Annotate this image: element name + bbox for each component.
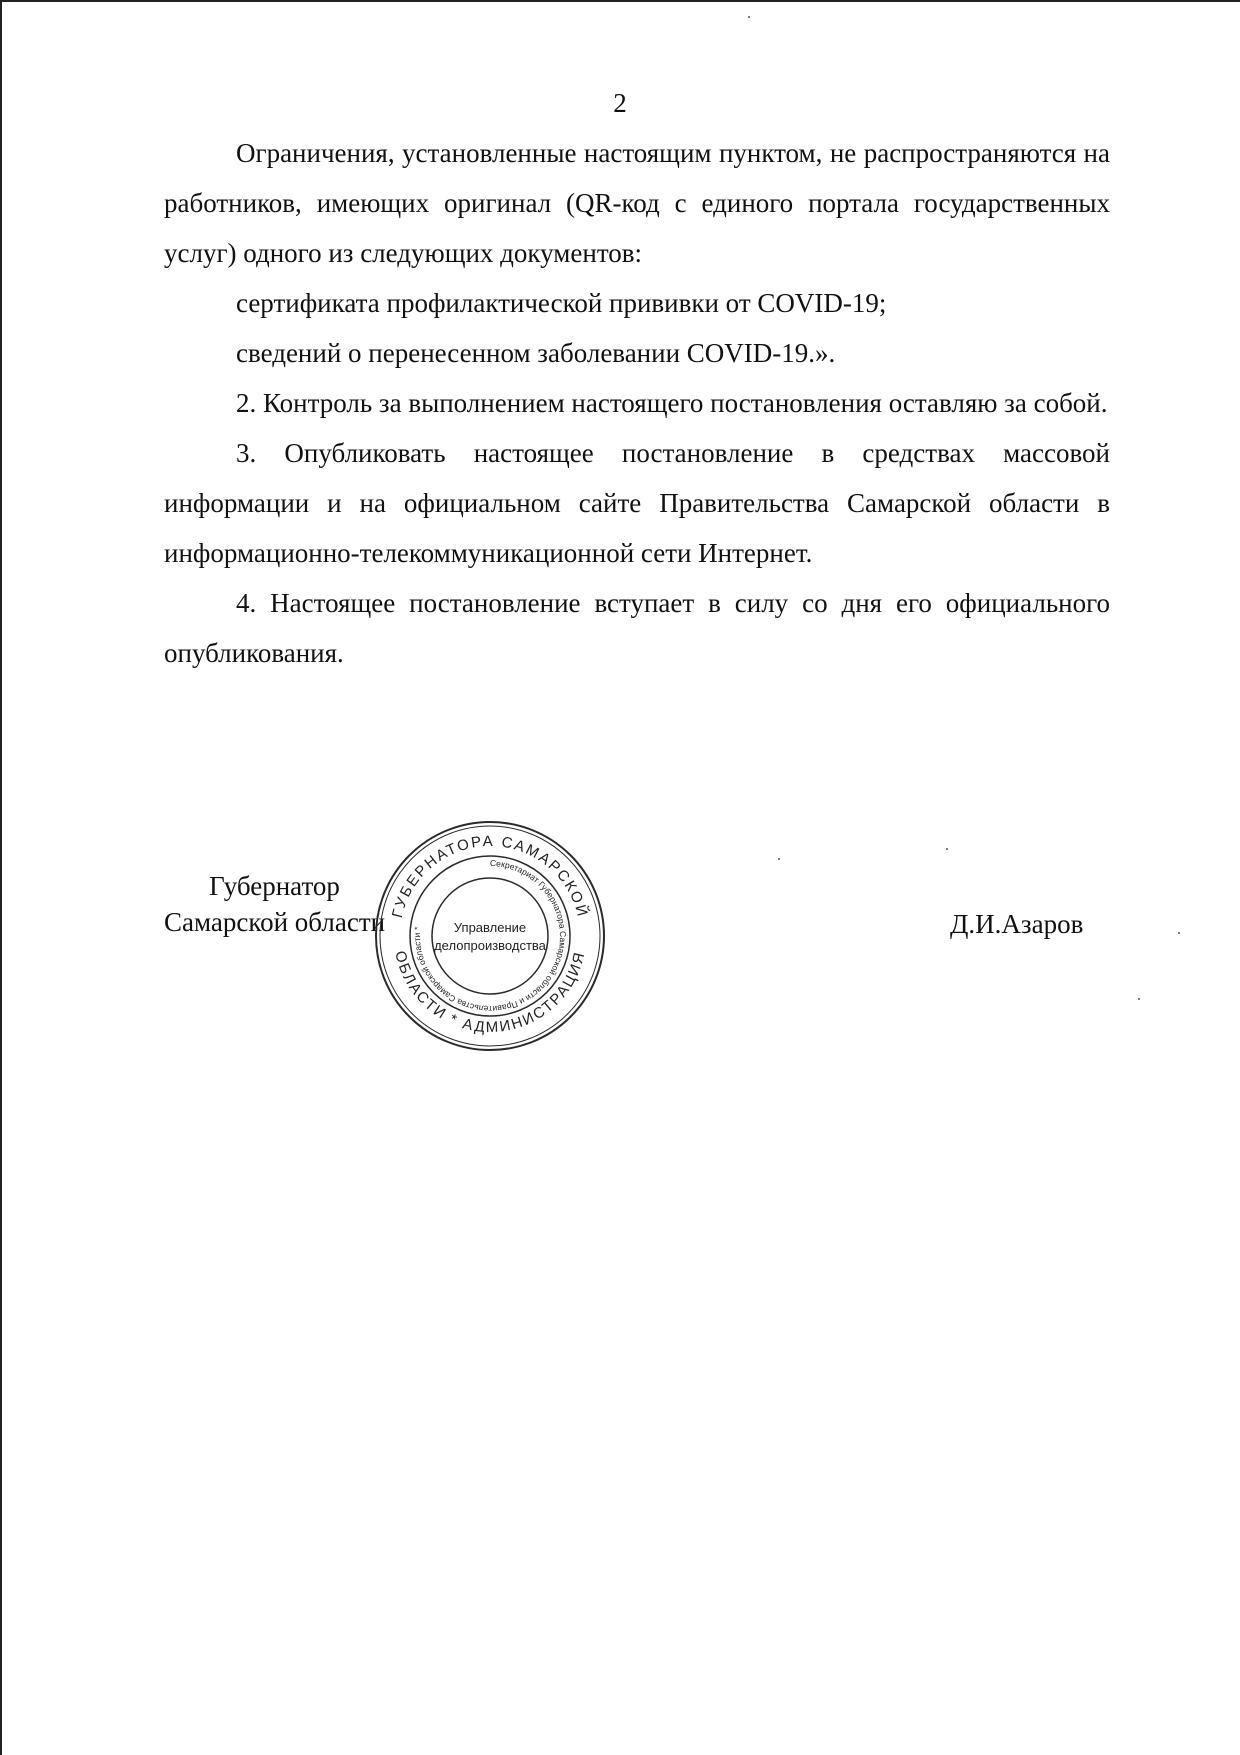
paragraph-publication: 3. Опубликовать настоящее постановление в средствах массовой информации и на официальном сайте Правительства Самарской области в информационно-телекоммуникационной сети Интернет. xyxy=(164,438,1110,568)
signatory-name: Д.И.Азаров xyxy=(950,909,1084,939)
paragraph-effective-date: 4. Настоящее постановление вступает в силу со дня его официального опубликования. xyxy=(164,588,1110,668)
scan-speck xyxy=(946,848,948,850)
paragraph-restrictions: Ограничения, установленные настоящим пунктом, не распространяются на работников, имеющих оригинал (QR-код с единого портала государственных услуг) одного из следующих документов: xyxy=(164,138,1110,268)
signatory-title-line1: Губернатор xyxy=(209,871,340,901)
signatory-title xyxy=(164,868,385,940)
page-border-left xyxy=(0,0,2,1755)
seal-center-line1: Управление xyxy=(453,920,527,935)
signatory-title-line2: Самарской области xyxy=(164,907,386,937)
seal-center-line2: делопроизводства xyxy=(434,938,546,953)
scan-speck xyxy=(778,858,780,860)
seal-outer-text-bottom: ОБЛАСТИ * АДМИНИСТРАЦИЯ xyxy=(391,949,589,1037)
official-seal-stamp xyxy=(372,818,608,1054)
paragraph-control: 2. Контроль за выполнением настоящего постановления оставляю за собой. xyxy=(236,388,1108,418)
page-border-top xyxy=(0,0,1240,2)
scan-speck xyxy=(748,16,750,18)
seal-inner-ring-text: Секретариат Губернатора Самарской области и Правительства Самарской области * xyxy=(411,857,569,1015)
scan-speck xyxy=(1178,932,1180,934)
page-number: 2 xyxy=(613,88,627,118)
document-body xyxy=(164,128,1110,678)
scan-speck xyxy=(1138,998,1140,1000)
seal-outer-text-top: ГУБЕРНАТОРА САМАРСКОЙ xyxy=(388,832,592,920)
paragraph-vaccination-certificate: сертификата профилактической прививки от COVID-19; xyxy=(236,288,887,318)
paragraph-recovery-record: сведений о перенесенном заболевании COVID-19.». xyxy=(236,338,836,368)
